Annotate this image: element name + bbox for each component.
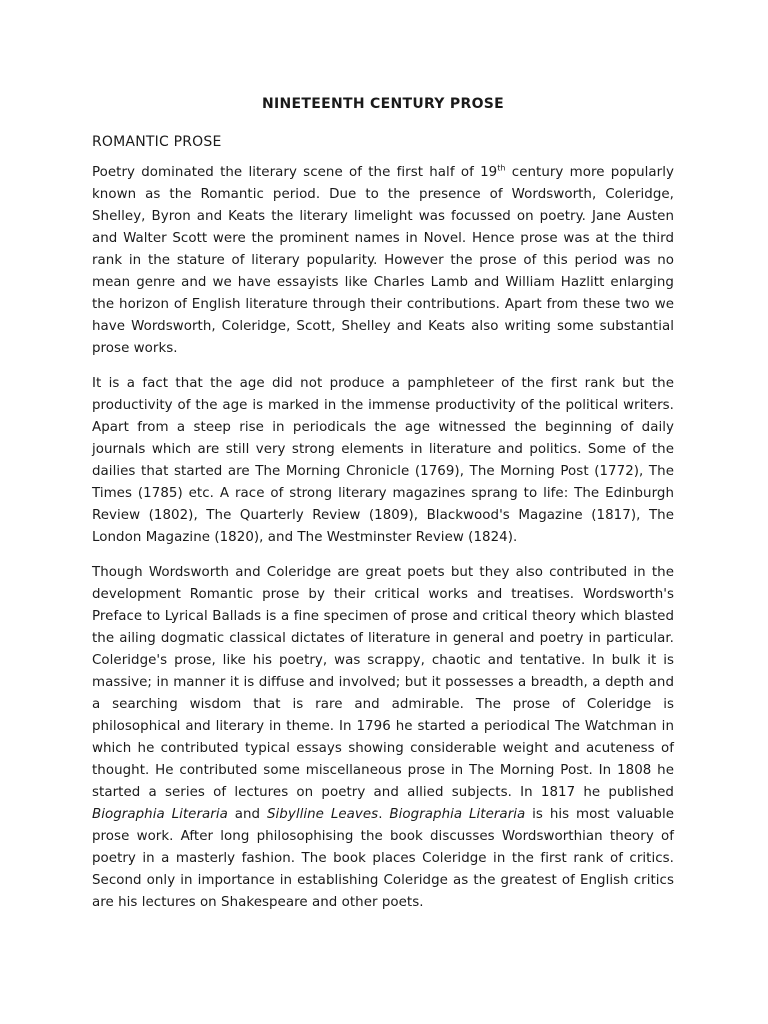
paragraph-3-text-d: is his most valuable prose work. After long philosophising the book discusses Wordsworthian theory of poetry in a masterly fashion. The book places Coleridge in the first rank of critics. Second only in importance in establishing Coleridge as the greatest of English critics are his lectures on Shakespeare and other poets. <box>92 807 675 910</box>
book-title-biographia-2: Biographia Literaria <box>389 807 526 822</box>
paragraph-1 <box>92 162 674 360</box>
paragraph-1-text-a: Poetry dominated the literary scene of the first half of 19 <box>92 165 498 180</box>
paragraph-1-text-b: century more popularly known as the Romantic period. Due to the presence of Wordsworth, Coleridge, Shelley, Byron and Keats the literary limelight was focussed on poetry. Jane Austen and Walter Scott were the prominent names in Novel. Hence prose was at the third rank in the stature of literary popularity. However the prose of this period was no mean genre and we have essayists like Charles Lamb and William Hazlitt enlarging the horizon of English literature through their contributions. Apart from these two we have Wordsworth, Coleridge, Scott, Shelley and Keats also writing some substantial prose works. <box>92 165 674 356</box>
book-title-sibylline: Sibylline Leaves <box>266 807 379 822</box>
ordinal-superscript: th <box>497 163 506 173</box>
book-title-biographia: Biographia Literaria <box>92 807 228 822</box>
section-heading: ROMANTIC PROSE <box>92 134 222 150</box>
document-page <box>92 94 674 927</box>
paragraph-3-text-b: and <box>227 807 267 822</box>
paragraph-3-text-a: Though Wordsworth and Coleridge are great poets but they also contributed in the development Romantic prose by their critical works and treatises. Wordsworth's Preface to Lyrical Ballads is a fine specimen of prose and critical theory which blasted the ailing dogmatic classical dictates of literature in general and poetry in particular. Coleridge's prose, like his poetry, was scrappy, chaotic and tentative. In bulk it is massive; in manner it is diffuse and involved; but it possesses a breadth, a depth and a searching wisdom that is rare and admirable. The prose of Coleridge is philosophical and literary in theme. In 1796 he started a periodical The Watchman in which he contributed typical essays showing considerable weight and acuteness of thought. He contributed some miscellaneous prose in The Morning Post. In 1808 he started a series of lectures on poetry and allied subjects. In 1817 he published <box>92 565 674 800</box>
paragraph-2: It is a fact that the age did not produce a pamphleteer of the first rank but the productivity of the age is marked in the immense productivity of the political writers. Apart from a steep rise in periodicals the age witnessed the beginning of daily journals which are still very strong elements in literature and politics. Some of the dailies that started are The Morning Chronicle (1769), The Morning Post (1772), The Times (1785) etc. A race of strong literary magazines sprang to life: The Edinburgh Review (1802), The Quarterly Review (1809), Blackwood's Magazine (1817), The London Magazine (1820), and The Westminster Review (1824). <box>92 376 674 545</box>
paragraph-3 <box>92 562 674 914</box>
paragraph-3-text-c: . <box>378 807 390 822</box>
document-title: NINETEENTH CENTURY PROSE <box>261 96 505 112</box>
